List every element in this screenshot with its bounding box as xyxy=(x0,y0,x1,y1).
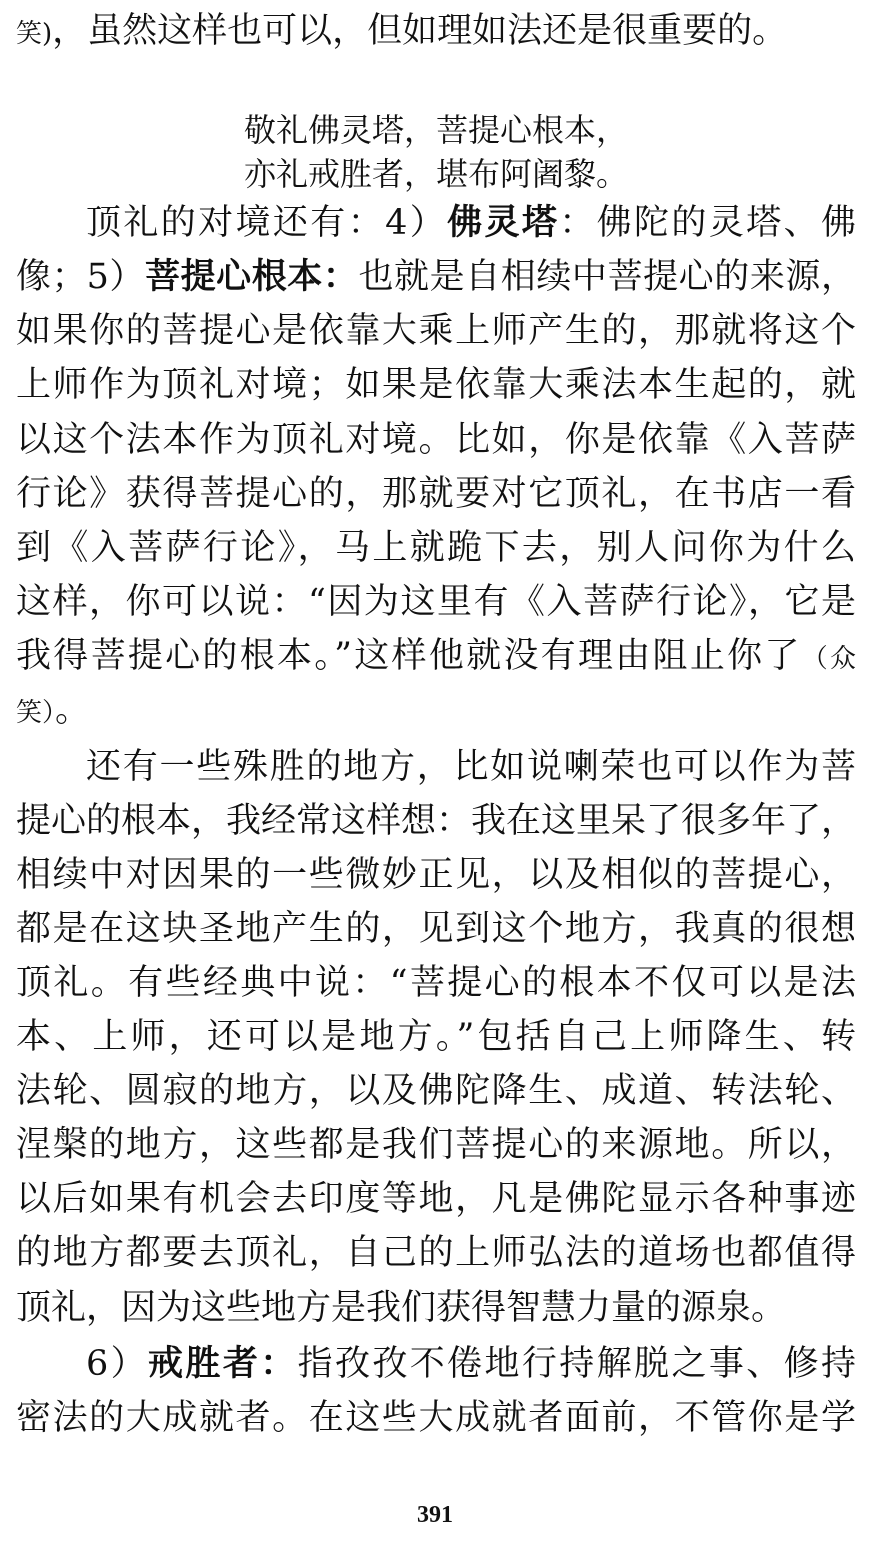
text-fragment: 6） xyxy=(86,1344,149,1384)
text-fragment: 指孜孜不倦地行持解脱之事、修持 xyxy=(297,1344,856,1384)
text-line xyxy=(16,683,856,737)
term-bold: 菩提心根本： xyxy=(145,256,359,297)
text-line: 顶礼。有些经典中说：“菩提心的根本不仅可以是法 xyxy=(16,963,856,1003)
text-fragment-small: （众 xyxy=(801,644,856,674)
text-line: 如果你的菩提心是依靠大乘上师产生的，那就将这个 xyxy=(16,311,856,351)
text-fragment-small: 笑） xyxy=(16,698,56,728)
text-line: 相续中对因果的一些微妙正见，以及相似的菩提心， xyxy=(16,855,856,895)
text-line: 以后如果有机会去印度等地，凡是佛陀显示各种事迹 xyxy=(16,1179,856,1219)
text-line: 密法的大成就者。在这些大成就者面前，不管你是学 xyxy=(16,1398,856,1438)
page-number: 391 xyxy=(417,1502,453,1528)
text-fragment: 。 xyxy=(55,690,91,730)
text-fragment: ，虽然这样也可以，但如理如法还是很重要的。 xyxy=(52,11,788,51)
text-line: 本、上师，还可以是地方。”包括自己上师降生、转 xyxy=(16,1017,856,1057)
text-fragment: 顶礼的对境还有：4） xyxy=(86,203,448,243)
text-line: 的地方都要去顶礼，自己的上师弘法的道场也都值得 xyxy=(16,1233,856,1273)
text-fragment-small: 笑) xyxy=(16,19,53,49)
text-line: 这样，你可以说：“因为这里有《入菩萨行论》，它是 xyxy=(16,582,856,622)
verse-line-1: 敬礼佛灵塔，菩提心根本， xyxy=(244,111,629,149)
text-line xyxy=(16,4,856,58)
text-fragment: 我得菩提心的根本。”这样他就没有理由阻止你了 xyxy=(16,636,802,676)
term-bold: 佛灵塔 xyxy=(447,202,560,243)
text-line: 顶礼，因为这些地方是我们获得智慧力量的源泉。 xyxy=(16,1288,787,1328)
text-line xyxy=(16,250,856,304)
text-line: 以这个法本作为顶礼对境。比如，你是依靠《入菩萨 xyxy=(16,420,856,460)
term-bold: 戒胜者： xyxy=(148,1343,298,1384)
text-line xyxy=(86,1337,856,1391)
text-line: 行论》获得菩提心的，那就要对它顶礼，在书店一看 xyxy=(16,474,856,514)
text-fragment: 也就是自相续中菩提心的来源， xyxy=(358,257,856,297)
text-line xyxy=(16,629,856,683)
text-line: 提心的根本，我经常这样想：我在这里呆了很多年了， xyxy=(16,801,856,841)
text-line: 还有一些殊胜的地方，比如说喇荣也可以作为菩 xyxy=(86,747,856,787)
text-line: 上师作为顶礼对境；如果是依靠大乘法本生起的，就 xyxy=(16,365,856,405)
text-line: 都是在这块圣地产生的，见到这个地方，我真的很想 xyxy=(16,909,856,949)
text-fragment: ：佛陀的灵塔、佛 xyxy=(559,203,856,243)
text-fragment: 像；5） xyxy=(16,257,145,297)
verse-line-2: 亦礼戒胜者，堪布阿阇黎。 xyxy=(244,155,629,193)
text-line xyxy=(86,196,856,250)
text-line: 涅槃的地方，这些都是我们菩提心的来源地。所以， xyxy=(16,1125,856,1165)
text-line: 法轮、圆寂的地方，以及佛陀降生、成道、转法轮、 xyxy=(16,1071,856,1111)
text-line: 到《入菩萨行论》，马上就跪下去，别人问你为什么 xyxy=(16,528,856,568)
